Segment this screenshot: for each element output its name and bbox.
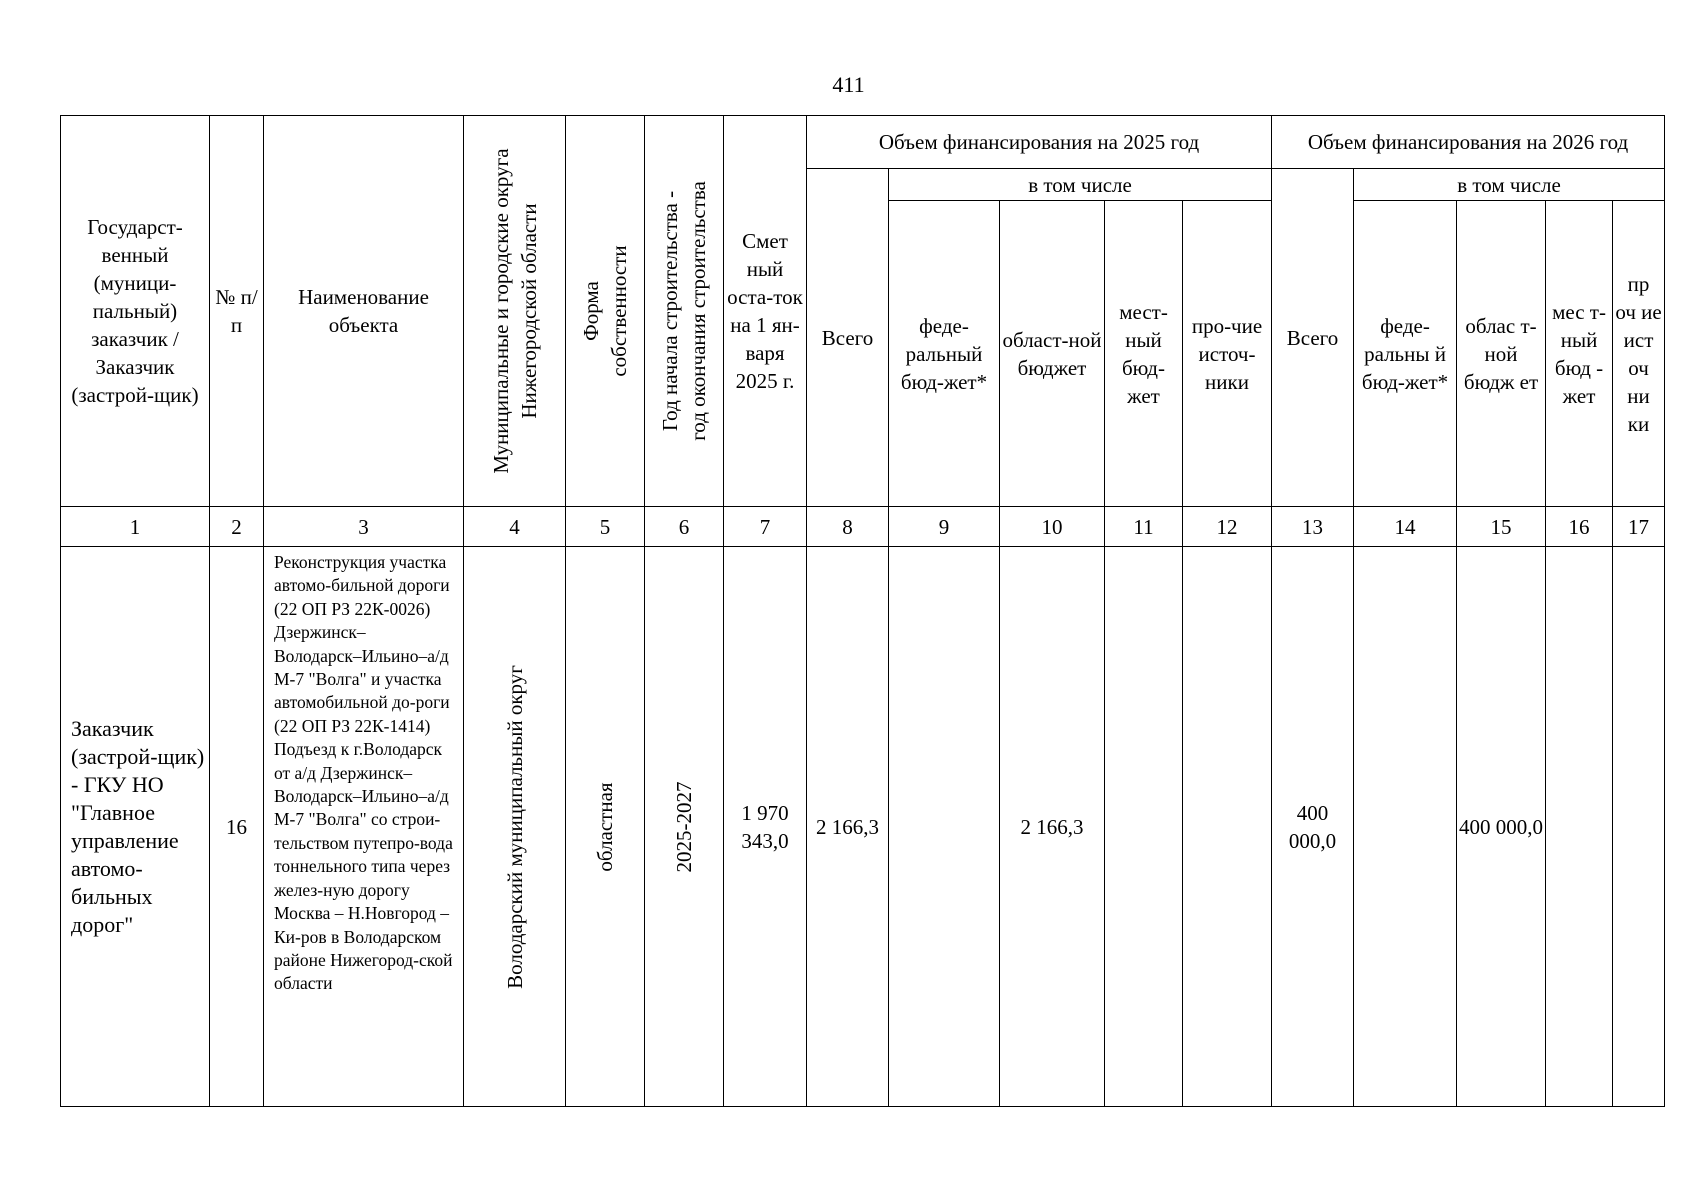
row-total-2026: 400 000,0 [1272, 547, 1354, 1107]
column-number: 6 [645, 507, 724, 547]
header-num: № п/п [210, 116, 264, 507]
header-incl-2026: в том числе [1354, 169, 1665, 201]
header-other-2026: пр оч ие ист оч ни ки [1613, 201, 1665, 507]
row-municipality [464, 547, 566, 1107]
header-years-line1: Год начала строительства - [658, 190, 682, 432]
row-ownership [566, 547, 645, 1107]
column-number: 15 [1457, 507, 1546, 547]
row-customer: Заказчик (застрой-щик) - ГКУ НО "Главное управление автомо-бильных дорог" [61, 547, 210, 1107]
header-fin-2026: Объем финансирования на 2026 год [1272, 116, 1665, 169]
header-estimated: Смет ный оста-ток на 1 ян-варя 2025 г. [724, 116, 807, 507]
header-municipality-line1: Муниципальные и городские округа [488, 148, 513, 474]
header-federal-2025: феде-ральный бюд-жет* [889, 201, 1000, 507]
column-number: 17 [1613, 507, 1665, 547]
header-years-line2: год окончания строительства [686, 181, 710, 441]
column-number: 3 [264, 507, 464, 547]
column-number: 14 [1354, 507, 1457, 547]
row-other-2025 [1183, 547, 1272, 1107]
header-ownership-line2: собственности [607, 245, 631, 377]
header-federal-2026: феде-ральны й бюд-жет* [1354, 201, 1457, 507]
row-other-2026 [1613, 547, 1665, 1107]
column-number: 2 [210, 507, 264, 547]
column-number: 4 [464, 507, 566, 547]
header-municipality [464, 116, 566, 507]
column-number: 13 [1272, 507, 1354, 547]
column-number: 12 [1183, 507, 1272, 547]
header-customer: Государст-венный (муници-пальный) заказчик / Заказчик (застрой-щик) [61, 116, 210, 507]
header-fin-2025: Объем финансирования на 2025 год [807, 116, 1272, 169]
row-total-2025: 2 166,3 [807, 547, 889, 1107]
header-years [645, 116, 724, 507]
header-regional-2026: облас т-ной бюдж ет [1457, 201, 1546, 507]
row-ownership-text: областная [593, 781, 617, 872]
column-number: 1 [61, 507, 210, 547]
row-federal-2025 [889, 547, 1000, 1107]
row-years-text: 2025-2027 [672, 781, 696, 872]
table-row [61, 547, 1665, 1107]
header-ownership-line1: Форма [579, 281, 603, 341]
row-regional-2026: 400 000,0 [1457, 547, 1546, 1107]
header-total-2025: Всего [807, 169, 889, 507]
column-number-row [61, 507, 1665, 547]
header-local-2025: мест-ный бюд-жет [1105, 201, 1183, 507]
financing-table [60, 115, 1665, 1107]
header-regional-2025: област-ной бюджет [1000, 201, 1105, 507]
row-estimated: 1 970 343,0 [724, 547, 807, 1107]
header-municipality-line2: Нижегородской области [516, 203, 541, 419]
column-number: 10 [1000, 507, 1105, 547]
column-number: 7 [724, 507, 807, 547]
row-local-2025 [1105, 547, 1183, 1107]
header-ownership [566, 116, 645, 507]
header-total-2026: Всего [1272, 169, 1354, 507]
header-row-1 [61, 116, 1665, 169]
column-number: 8 [807, 507, 889, 547]
column-number: 11 [1105, 507, 1183, 547]
column-number: 5 [566, 507, 645, 547]
header-object-name: Наименование объекта [264, 116, 464, 507]
header-other-2025: про-чие источ-ники [1183, 201, 1272, 507]
row-municipality-text: Володарский муниципальный округ [502, 664, 527, 989]
row-num: 16 [210, 547, 264, 1107]
row-federal-2026 [1354, 547, 1457, 1107]
page-number: 411 [832, 72, 865, 97]
row-object-name: Реконструкция участка автомо-бильной дороги (22 ОП РЗ 22К-0026) Дзержинск–Володарск–Ильино–а/д М-7 "Волга" и участка автомобильной до-роги (22 ОП РЗ 22К-1414) Подъезд к г.Володарск от а/д Дзержинск–Володарск–Ильино–а/д М-7 "Волга" со строи-тельством путепро-вода тоннельного типа через желез-ную дорогу Москва – Н.Новгород – Ки-ров в Володарском районе Нижегород-ской области [264, 547, 464, 1107]
header-incl-2025: в том числе [889, 169, 1272, 201]
header-local-2026: мес т-ный бюд - жет [1546, 201, 1613, 507]
row-years [645, 547, 724, 1107]
row-regional-2025: 2 166,3 [1000, 547, 1105, 1107]
row-local-2026 [1546, 547, 1613, 1107]
column-number: 9 [889, 507, 1000, 547]
column-number: 16 [1546, 507, 1613, 547]
